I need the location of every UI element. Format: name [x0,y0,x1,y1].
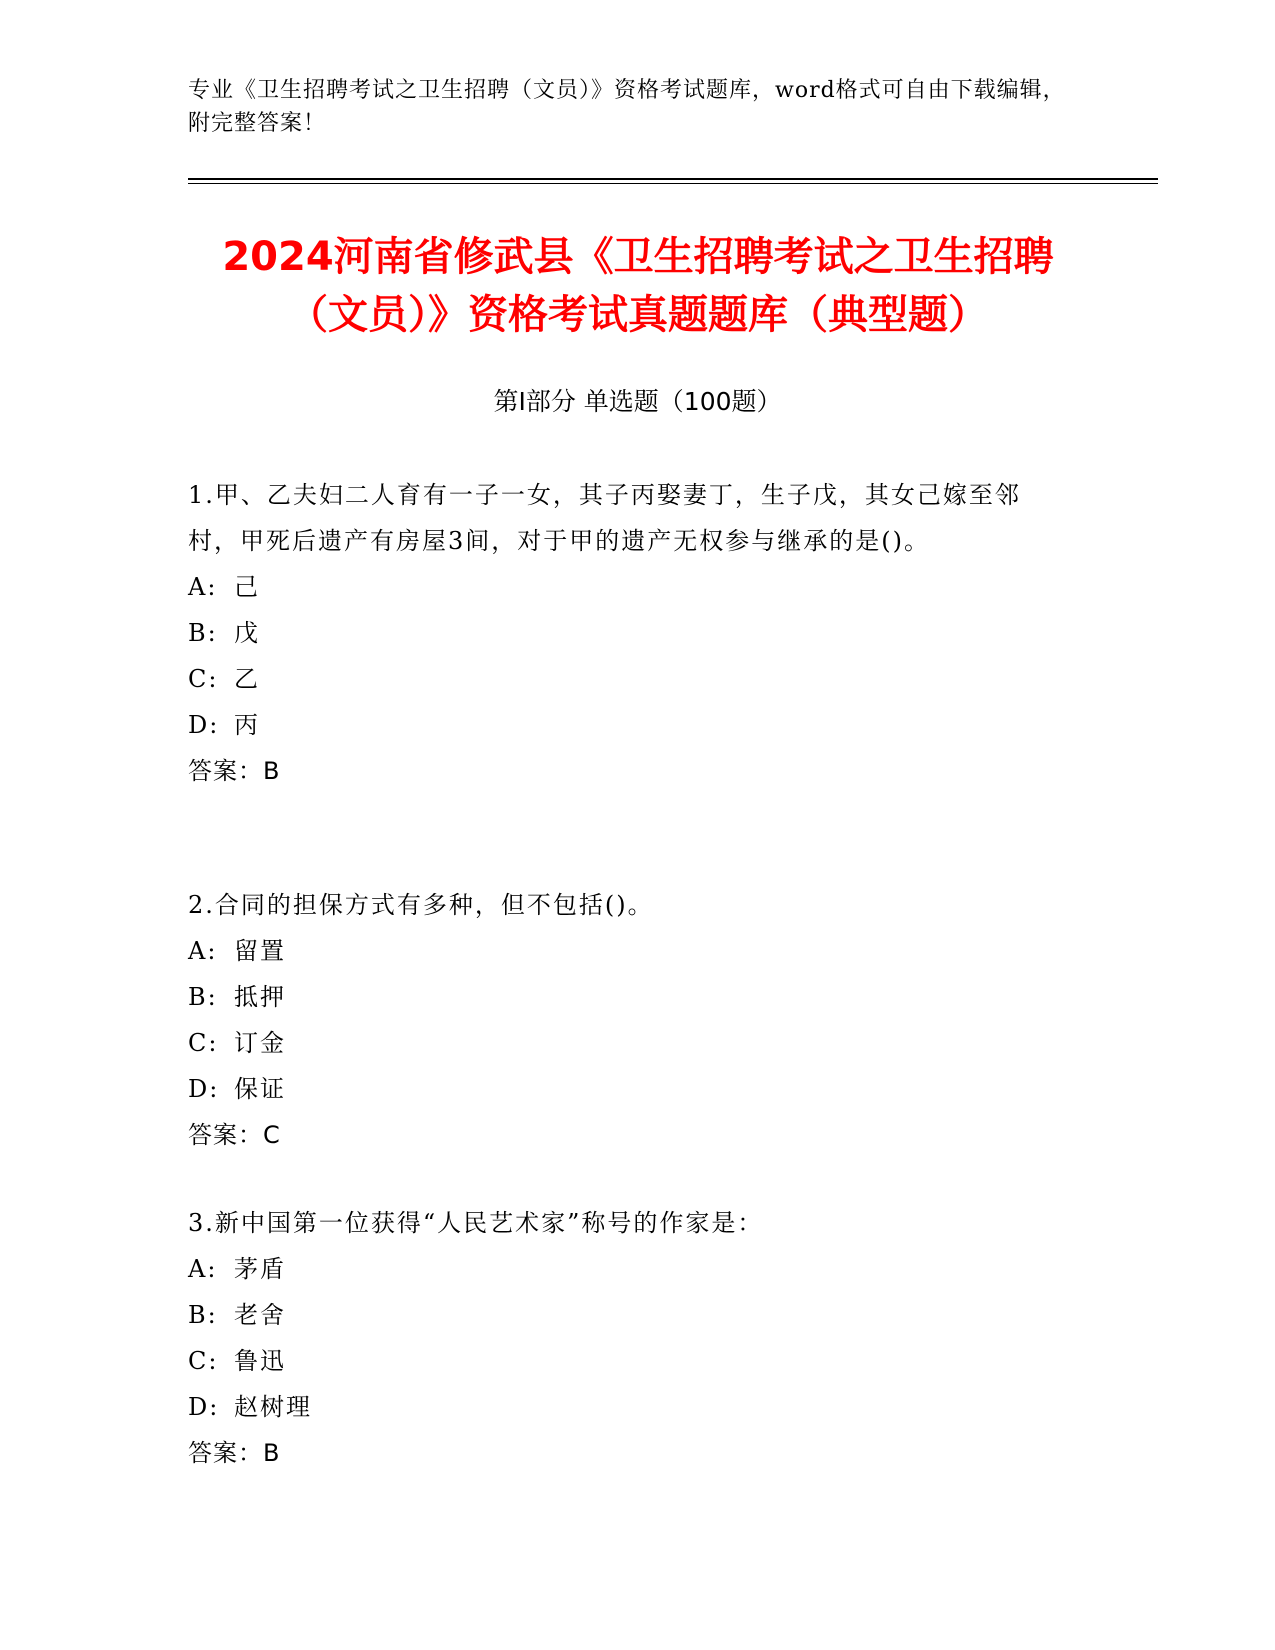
option-text: 乙 [234,665,260,693]
option-letter: D: [188,1075,220,1103]
option-text: 赵树理 [234,1393,312,1421]
option-text: 丙 [234,711,260,739]
option-d [188,1384,1068,1430]
answer-text: 答案：B [188,757,281,785]
option-a [188,928,1068,974]
option-letter: D: [188,711,220,739]
option-letter: B: [188,1301,218,1329]
option-text: 订金 [234,1029,286,1057]
option-text: 留置 [234,937,286,965]
header-rule-thin [188,183,1158,184]
option-text: 己 [234,573,260,601]
header-rule-thick [188,178,1158,180]
option-letter: C: [188,1029,219,1057]
option-c [188,656,1068,702]
option-letter: B: [188,983,218,1011]
document-title: 2024河南省修武县《卫生招聘考试之卫生招聘（文员）》资格考试真题题库（典型题） [222,234,1054,338]
option-text: 老舍 [234,1301,286,1329]
section-title: 第Ⅰ部分 单选题（100题） [493,387,782,416]
option-letter: B: [188,619,218,647]
answer-text: 答案：C [188,1121,281,1149]
option-letter: A: [188,937,218,965]
question-stem: 2.合同的担保方式有多种，但不包括()。 [188,891,654,919]
option-letter: A: [188,573,218,601]
option-c [188,1338,1068,1384]
option-c [188,1020,1068,1066]
header-note: 专业《卫生招聘考试之卫生招聘（文员）》资格考试题库，word格式可自由下载编辑，附完整答案！ [188,78,1066,136]
option-letter: C: [188,1347,219,1375]
option-letter: D: [188,1393,220,1421]
question-stem: 1.甲、乙夫妇二人育有一子一女，其子丙娶妻丁，生子戊，其女己嫁至邻村，甲死后遗产有房屋3间，对于甲的遗产无权参与继承的是()。 [188,481,1021,555]
option-letter: A: [188,1255,218,1283]
option-b [188,610,1068,656]
option-b [188,974,1068,1020]
answer-text: 答案：B [188,1439,281,1467]
option-d [188,1066,1068,1112]
option-a [188,1246,1068,1292]
option-d [188,702,1068,748]
option-text: 保证 [234,1075,286,1103]
option-text: 茅盾 [234,1255,286,1283]
option-a [188,564,1068,610]
option-letter: C: [188,665,219,693]
option-text: 抵押 [234,983,286,1011]
question-2 [188,882,1068,1158]
question-stem: 3.新中国第一位获得“人民艺术家”称号的作家是： [188,1209,764,1237]
option-text: 鲁迅 [234,1347,286,1375]
question-3 [188,1200,1068,1476]
option-b [188,1292,1068,1338]
question-1 [188,472,1068,794]
option-text: 戊 [234,619,260,647]
